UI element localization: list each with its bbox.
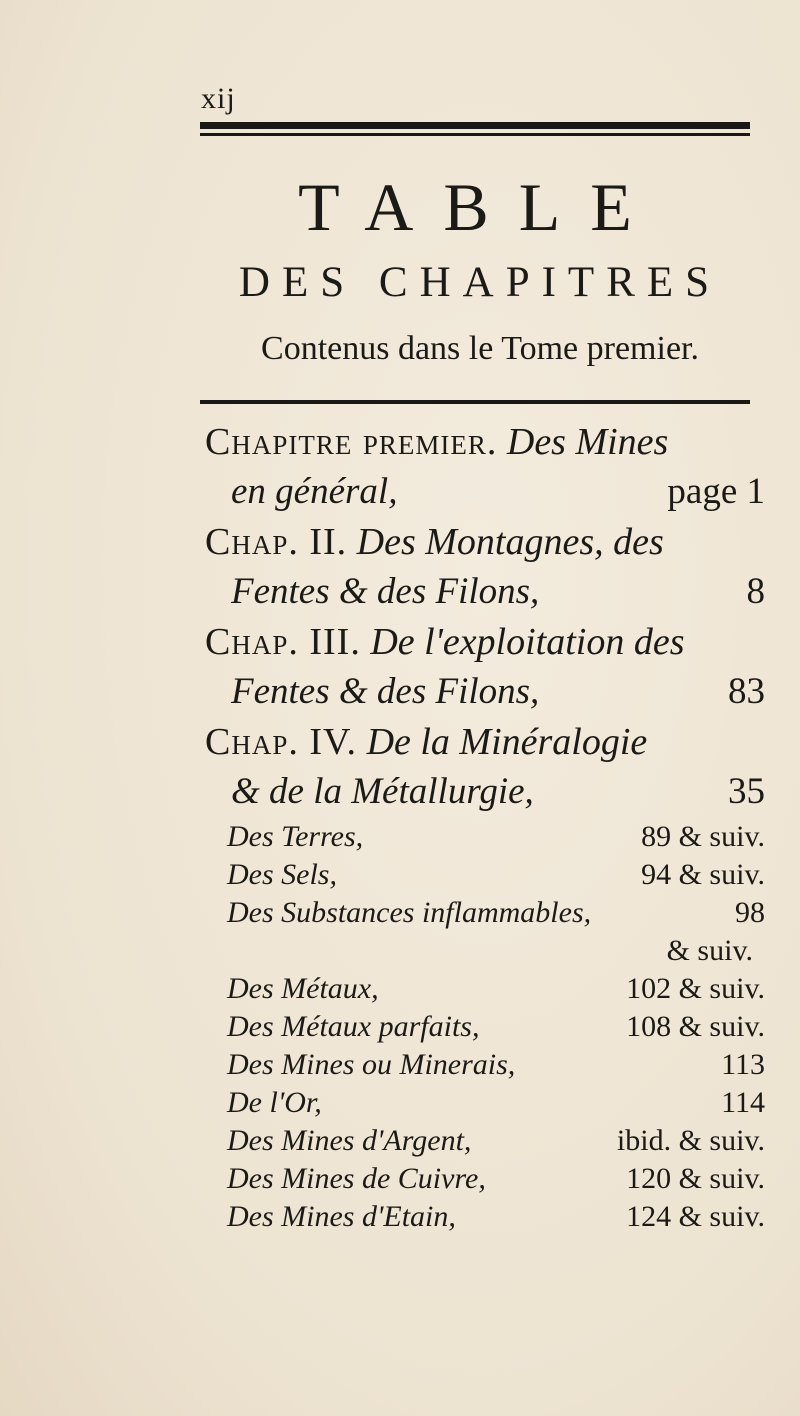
page-ref: page 1 [667,471,765,512]
subsection-entry [205,1200,765,1238]
chapter-title: Fentes & des Filons, [231,671,540,712]
chapter-title: Des Montagnes, des [356,521,664,563]
table-title: TABLE [298,169,662,245]
subsection-title: Des Substances inflammables, [227,896,592,929]
chapter-label: Chap. III. [205,621,361,663]
page-ref: 83 [728,671,765,712]
header-rule-bottom [200,133,750,136]
chapter-entry [205,420,765,470]
subsection-entry [205,1124,765,1162]
chapter-label: Chap. II. [205,521,348,563]
chapter-title: & de la Métallurgie, [231,771,534,812]
subsection-title: Des Métaux, [227,972,379,1005]
page-ref: 35 [728,771,765,812]
page-ref: 108 & suiv. [626,1010,765,1043]
page-ref: 124 & suiv. [626,1200,765,1233]
chapter-entry-continued [205,570,765,620]
chapter-entry-continued [205,670,765,720]
chapter-entry [205,720,765,770]
page-ref: ibid. & suiv. [616,1124,765,1157]
subsection-title: Des Terres, [227,820,364,853]
chapter-title: De la Minéralogie [366,721,648,763]
page-ref: 89 & suiv. [641,820,765,853]
subsection-entry [205,1048,765,1086]
subsection-title: Des Sels, [227,858,337,891]
chapter-label: Chapitre premier. [205,421,498,463]
page-ref: 120 & suiv. [626,1162,765,1195]
subsection-entry [205,1010,765,1048]
chapter-entry [205,520,765,570]
subsection-entry [205,972,765,1010]
subsection-entry [205,820,765,858]
subsection-title: Des Mines d'Etain, [227,1200,456,1233]
table-of-contents [205,420,765,1238]
subsection-entry [205,1086,765,1124]
chapter-entry [205,620,765,670]
page-ref: 113 [721,1048,765,1081]
chapter-title: De l'exploitation des [370,621,685,663]
table-subtitle: DES CHAPITRES [238,259,722,306]
section-rule [200,400,750,404]
subsection-entry [205,1162,765,1200]
chapter-title: Fentes & des Filons, [231,571,540,612]
page-ref: 114 [721,1086,765,1119]
chapter-label: Chap. IV. [205,721,358,763]
chapter-entry-continued [205,770,765,820]
chapter-entry-continued [205,470,765,520]
subsection-title: Des Mines d'Argent, [227,1124,472,1157]
subsection-title: Des Mines de Cuivre, [227,1162,486,1195]
subsection-entry-continued [205,934,765,972]
page-number: xij [201,82,236,115]
page-ref: & suiv. [666,934,753,967]
subsection-title: Des Mines ou Minerais, [227,1048,516,1081]
page-ref: 98 [735,896,765,929]
subsection-entry [205,896,765,934]
chapter-title: Des Mines [506,421,669,463]
chapter-title: en général, [231,471,398,512]
subsection-title: Des Métaux parfaits, [227,1010,480,1043]
page-ref: 8 [746,571,765,612]
page-ref: 94 & suiv. [641,858,765,891]
contents-note: Contenus dans le Tome premier. [261,330,699,367]
header-rule-top [200,122,750,129]
subsection-title: De l'Or, [227,1086,322,1119]
page-ref: 102 & suiv. [626,972,765,1005]
subsection-entry [205,858,765,896]
